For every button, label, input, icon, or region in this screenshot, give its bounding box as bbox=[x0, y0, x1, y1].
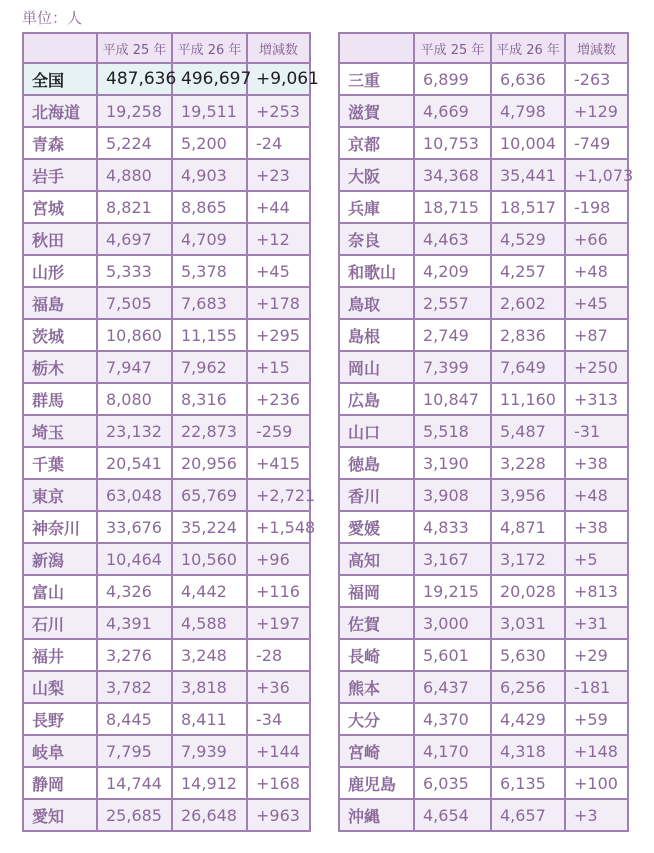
table-row bbox=[339, 799, 628, 831]
value-h25-cell: 4,170 bbox=[414, 735, 491, 767]
prefecture-cell: 岐阜 bbox=[23, 735, 97, 767]
diff-cell: +66 bbox=[565, 223, 628, 255]
header-diff: 増減数 bbox=[247, 33, 310, 63]
diff-cell: -31 bbox=[565, 415, 628, 447]
prefecture-cell: 北海道 bbox=[23, 95, 97, 127]
diff-cell: +38 bbox=[565, 511, 628, 543]
diff-cell: -24 bbox=[247, 127, 310, 159]
table-row bbox=[23, 415, 310, 447]
prefecture-cell: 愛媛 bbox=[339, 511, 414, 543]
diff-cell: -198 bbox=[565, 191, 628, 223]
prefecture-cell: 宮城 bbox=[23, 191, 97, 223]
value-h25-cell: 8,445 bbox=[97, 703, 172, 735]
value-h26-cell: 6,636 bbox=[491, 63, 565, 95]
value-h26-cell: 7,962 bbox=[172, 351, 247, 383]
prefecture-cell: 千葉 bbox=[23, 447, 97, 479]
diff-cell: +9,061 bbox=[247, 63, 310, 95]
prefecture-cell: 島根 bbox=[339, 319, 414, 351]
table-row bbox=[23, 799, 310, 831]
diff-cell: +129 bbox=[565, 95, 628, 127]
value-h26-cell: 11,160 bbox=[491, 383, 565, 415]
value-h26-cell: 4,318 bbox=[491, 735, 565, 767]
header-row bbox=[23, 33, 310, 63]
value-h26-cell: 20,028 bbox=[491, 575, 565, 607]
value-h26-cell: 3,031 bbox=[491, 607, 565, 639]
prefecture-cell: 東京 bbox=[23, 479, 97, 511]
diff-cell: +29 bbox=[565, 639, 628, 671]
diff-cell: -749 bbox=[565, 127, 628, 159]
unit-label: 単位：人 bbox=[22, 9, 83, 27]
prefecture-cell: 広島 bbox=[339, 383, 414, 415]
diff-cell: +44 bbox=[247, 191, 310, 223]
table-row bbox=[339, 447, 628, 479]
value-h25-cell: 4,833 bbox=[414, 511, 491, 543]
diff-cell: +38 bbox=[565, 447, 628, 479]
value-h25-cell: 10,847 bbox=[414, 383, 491, 415]
table-row bbox=[23, 191, 310, 223]
prefecture-cell: 富山 bbox=[23, 575, 97, 607]
prefecture-cell: 熊本 bbox=[339, 671, 414, 703]
header-h25: 平成 25 年 bbox=[97, 33, 172, 63]
table-row bbox=[23, 735, 310, 767]
prefecture-cell: 宮崎 bbox=[339, 735, 414, 767]
prefecture-cell: 全国 bbox=[23, 63, 97, 95]
value-h25-cell: 4,391 bbox=[97, 607, 172, 639]
table-row bbox=[339, 767, 628, 799]
prefecture-cell: 山口 bbox=[339, 415, 414, 447]
value-h26-cell: 65,769 bbox=[172, 479, 247, 511]
table-row bbox=[23, 639, 310, 671]
prefecture-cell: 栃木 bbox=[23, 351, 97, 383]
header-prefecture bbox=[23, 33, 97, 63]
value-h25-cell: 6,437 bbox=[414, 671, 491, 703]
table-row bbox=[339, 223, 628, 255]
table-row bbox=[23, 63, 310, 95]
diff-cell: +59 bbox=[565, 703, 628, 735]
table-row bbox=[339, 703, 628, 735]
table-row bbox=[339, 191, 628, 223]
value-h25-cell: 7,399 bbox=[414, 351, 491, 383]
value-h25-cell: 7,947 bbox=[97, 351, 172, 383]
value-h25-cell: 5,518 bbox=[414, 415, 491, 447]
value-h25-cell: 2,557 bbox=[414, 287, 491, 319]
table-row bbox=[339, 63, 628, 95]
diff-cell: +48 bbox=[565, 479, 628, 511]
value-h26-cell: 5,630 bbox=[491, 639, 565, 671]
value-h25-cell: 4,697 bbox=[97, 223, 172, 255]
prefecture-cell: 岡山 bbox=[339, 351, 414, 383]
value-h25-cell: 3,782 bbox=[97, 671, 172, 703]
value-h26-cell: 4,588 bbox=[172, 607, 247, 639]
diff-cell: -259 bbox=[247, 415, 310, 447]
value-h25-cell: 6,035 bbox=[414, 767, 491, 799]
diff-cell: -181 bbox=[565, 671, 628, 703]
value-h26-cell: 6,256 bbox=[491, 671, 565, 703]
value-h25-cell: 4,880 bbox=[97, 159, 172, 191]
value-h25-cell: 33,676 bbox=[97, 511, 172, 543]
table-row bbox=[339, 735, 628, 767]
prefecture-cell: 新潟 bbox=[23, 543, 97, 575]
value-h26-cell: 22,873 bbox=[172, 415, 247, 447]
table-row bbox=[23, 447, 310, 479]
header-h25: 平成 25 年 bbox=[414, 33, 491, 63]
value-h26-cell: 8,865 bbox=[172, 191, 247, 223]
value-h25-cell: 4,669 bbox=[414, 95, 491, 127]
prefecture-cell: 兵庫 bbox=[339, 191, 414, 223]
table-row bbox=[23, 703, 310, 735]
value-h26-cell: 4,257 bbox=[491, 255, 565, 287]
value-h26-cell: 4,429 bbox=[491, 703, 565, 735]
value-h26-cell: 3,248 bbox=[172, 639, 247, 671]
table-row bbox=[339, 671, 628, 703]
value-h25-cell: 4,370 bbox=[414, 703, 491, 735]
value-h25-cell: 4,654 bbox=[414, 799, 491, 831]
diff-cell: +116 bbox=[247, 575, 310, 607]
prefecture-cell: 京都 bbox=[339, 127, 414, 159]
prefecture-cell: 茨城 bbox=[23, 319, 97, 351]
prefecture-cell: 長崎 bbox=[339, 639, 414, 671]
diff-cell: -34 bbox=[247, 703, 310, 735]
prefecture-cell: 山梨 bbox=[23, 671, 97, 703]
header-diff: 増減数 bbox=[565, 33, 628, 63]
diff-cell: +48 bbox=[565, 255, 628, 287]
value-h26-cell: 18,517 bbox=[491, 191, 565, 223]
prefecture-cell: 長野 bbox=[23, 703, 97, 735]
value-h25-cell: 3,276 bbox=[97, 639, 172, 671]
table-row bbox=[23, 511, 310, 543]
prefecture-cell: 岩手 bbox=[23, 159, 97, 191]
prefecture-cell: 佐賀 bbox=[339, 607, 414, 639]
value-h26-cell: 26,648 bbox=[172, 799, 247, 831]
value-h26-cell: 2,836 bbox=[491, 319, 565, 351]
diff-cell: +813 bbox=[565, 575, 628, 607]
value-h25-cell: 3,167 bbox=[414, 543, 491, 575]
value-h26-cell: 7,649 bbox=[491, 351, 565, 383]
value-h25-cell: 3,190 bbox=[414, 447, 491, 479]
value-h25-cell: 10,753 bbox=[414, 127, 491, 159]
header-h26: 平成 26 年 bbox=[172, 33, 247, 63]
table-row bbox=[23, 159, 310, 191]
table-row bbox=[339, 95, 628, 127]
prefecture-cell: 滋賀 bbox=[339, 95, 414, 127]
diff-cell: +197 bbox=[247, 607, 310, 639]
table-row bbox=[339, 351, 628, 383]
table-row bbox=[339, 543, 628, 575]
prefecture-cell: 神奈川 bbox=[23, 511, 97, 543]
diff-cell: +3 bbox=[565, 799, 628, 831]
diff-cell: +100 bbox=[565, 767, 628, 799]
value-h25-cell: 34,368 bbox=[414, 159, 491, 191]
table-row bbox=[23, 223, 310, 255]
value-h26-cell: 7,683 bbox=[172, 287, 247, 319]
table-row bbox=[339, 127, 628, 159]
table-row bbox=[339, 159, 628, 191]
diff-cell: +415 bbox=[247, 447, 310, 479]
value-h25-cell: 7,795 bbox=[97, 735, 172, 767]
diff-cell: +253 bbox=[247, 95, 310, 127]
value-h25-cell: 19,215 bbox=[414, 575, 491, 607]
value-h26-cell: 35,441 bbox=[491, 159, 565, 191]
value-h26-cell: 4,871 bbox=[491, 511, 565, 543]
value-h26-cell: 20,956 bbox=[172, 447, 247, 479]
value-h26-cell: 6,135 bbox=[491, 767, 565, 799]
table-row bbox=[23, 383, 310, 415]
diff-cell: +36 bbox=[247, 671, 310, 703]
value-h25-cell: 8,821 bbox=[97, 191, 172, 223]
prefecture-cell: 徳島 bbox=[339, 447, 414, 479]
header-row bbox=[339, 33, 628, 63]
value-h26-cell: 3,228 bbox=[491, 447, 565, 479]
diff-cell: +15 bbox=[247, 351, 310, 383]
value-h25-cell: 4,326 bbox=[97, 575, 172, 607]
diff-cell: +2,721 bbox=[247, 479, 310, 511]
prefecture-cell: 秋田 bbox=[23, 223, 97, 255]
prefecture-cell: 静岡 bbox=[23, 767, 97, 799]
table-row bbox=[339, 639, 628, 671]
table-row bbox=[23, 255, 310, 287]
prefecture-cell: 鳥取 bbox=[339, 287, 414, 319]
value-h25-cell: 10,464 bbox=[97, 543, 172, 575]
diff-cell: +313 bbox=[565, 383, 628, 415]
value-h25-cell: 3,908 bbox=[414, 479, 491, 511]
value-h25-cell: 5,224 bbox=[97, 127, 172, 159]
diff-cell: +12 bbox=[247, 223, 310, 255]
header-prefecture bbox=[339, 33, 414, 63]
table-row bbox=[23, 287, 310, 319]
value-h25-cell: 8,080 bbox=[97, 383, 172, 415]
table-row bbox=[339, 319, 628, 351]
value-h26-cell: 8,316 bbox=[172, 383, 247, 415]
table-row bbox=[339, 287, 628, 319]
value-h26-cell: 4,657 bbox=[491, 799, 565, 831]
prefecture-table-right bbox=[338, 32, 634, 832]
value-h26-cell: 3,172 bbox=[491, 543, 565, 575]
prefecture-table-left bbox=[22, 32, 319, 832]
value-h26-cell: 8,411 bbox=[172, 703, 247, 735]
value-h25-cell: 25,685 bbox=[97, 799, 172, 831]
prefecture-cell: 奈良 bbox=[339, 223, 414, 255]
value-h25-cell: 4,463 bbox=[414, 223, 491, 255]
prefecture-cell: 愛知 bbox=[23, 799, 97, 831]
diff-cell: +5 bbox=[565, 543, 628, 575]
diff-cell: +45 bbox=[565, 287, 628, 319]
value-h25-cell: 14,744 bbox=[97, 767, 172, 799]
value-h25-cell: 3,000 bbox=[414, 607, 491, 639]
table-row bbox=[23, 319, 310, 351]
table-row bbox=[339, 479, 628, 511]
table-row bbox=[339, 511, 628, 543]
table-row bbox=[339, 383, 628, 415]
value-h26-cell: 10,004 bbox=[491, 127, 565, 159]
prefecture-cell: 三重 bbox=[339, 63, 414, 95]
value-h26-cell: 4,529 bbox=[491, 223, 565, 255]
value-h26-cell: 14,912 bbox=[172, 767, 247, 799]
prefecture-cell: 和歌山 bbox=[339, 255, 414, 287]
prefecture-cell: 鹿児島 bbox=[339, 767, 414, 799]
value-h26-cell: 5,200 bbox=[172, 127, 247, 159]
table-row bbox=[23, 671, 310, 703]
diff-cell: +168 bbox=[247, 767, 310, 799]
value-h26-cell: 3,956 bbox=[491, 479, 565, 511]
prefecture-cell: 石川 bbox=[23, 607, 97, 639]
table-row bbox=[23, 607, 310, 639]
prefecture-cell: 高知 bbox=[339, 543, 414, 575]
value-h25-cell: 2,749 bbox=[414, 319, 491, 351]
value-h25-cell: 18,715 bbox=[414, 191, 491, 223]
value-h25-cell: 4,209 bbox=[414, 255, 491, 287]
prefecture-cell: 福井 bbox=[23, 639, 97, 671]
table-row bbox=[23, 127, 310, 159]
diff-cell: +236 bbox=[247, 383, 310, 415]
value-h25-cell: 6,899 bbox=[414, 63, 491, 95]
table-row bbox=[339, 607, 628, 639]
diff-cell: +96 bbox=[247, 543, 310, 575]
prefecture-cell: 香川 bbox=[339, 479, 414, 511]
value-h26-cell: 4,442 bbox=[172, 575, 247, 607]
table-row bbox=[23, 479, 310, 511]
value-h25-cell: 63,048 bbox=[97, 479, 172, 511]
prefecture-cell: 福岡 bbox=[339, 575, 414, 607]
prefecture-cell: 大阪 bbox=[339, 159, 414, 191]
diff-cell: +144 bbox=[247, 735, 310, 767]
value-h26-cell: 4,798 bbox=[491, 95, 565, 127]
value-h25-cell: 20,541 bbox=[97, 447, 172, 479]
value-h26-cell: 11,155 bbox=[172, 319, 247, 351]
diff-cell: +1,548 bbox=[247, 511, 310, 543]
diff-cell: +23 bbox=[247, 159, 310, 191]
value-h25-cell: 487,636 bbox=[97, 63, 172, 95]
diff-cell: +1,073 bbox=[565, 159, 628, 191]
table-row bbox=[23, 543, 310, 575]
table-row bbox=[339, 575, 628, 607]
value-h25-cell: 5,601 bbox=[414, 639, 491, 671]
diff-cell: +87 bbox=[565, 319, 628, 351]
value-h25-cell: 19,258 bbox=[97, 95, 172, 127]
value-h25-cell: 10,860 bbox=[97, 319, 172, 351]
value-h26-cell: 10,560 bbox=[172, 543, 247, 575]
value-h26-cell: 4,903 bbox=[172, 159, 247, 191]
value-h25-cell: 7,505 bbox=[97, 287, 172, 319]
table-row bbox=[23, 767, 310, 799]
value-h26-cell: 4,709 bbox=[172, 223, 247, 255]
diff-cell: +31 bbox=[565, 607, 628, 639]
value-h25-cell: 5,333 bbox=[97, 255, 172, 287]
table-row bbox=[339, 255, 628, 287]
table-row bbox=[23, 95, 310, 127]
value-h26-cell: 3,818 bbox=[172, 671, 247, 703]
value-h26-cell: 496,697 bbox=[172, 63, 247, 95]
value-h26-cell: 5,378 bbox=[172, 255, 247, 287]
diff-cell: +295 bbox=[247, 319, 310, 351]
value-h26-cell: 2,602 bbox=[491, 287, 565, 319]
diff-cell: -28 bbox=[247, 639, 310, 671]
diff-cell: +148 bbox=[565, 735, 628, 767]
diff-cell: +963 bbox=[247, 799, 310, 831]
prefecture-cell: 沖縄 bbox=[339, 799, 414, 831]
table-row bbox=[339, 415, 628, 447]
diff-cell: +178 bbox=[247, 287, 310, 319]
table-row bbox=[23, 351, 310, 383]
diff-cell: +45 bbox=[247, 255, 310, 287]
prefecture-cell: 群馬 bbox=[23, 383, 97, 415]
prefecture-cell: 青森 bbox=[23, 127, 97, 159]
value-h26-cell: 35,224 bbox=[172, 511, 247, 543]
value-h26-cell: 5,487 bbox=[491, 415, 565, 447]
value-h26-cell: 7,939 bbox=[172, 735, 247, 767]
value-h26-cell: 19,511 bbox=[172, 95, 247, 127]
value-h25-cell: 23,132 bbox=[97, 415, 172, 447]
header-h26: 平成 26 年 bbox=[491, 33, 565, 63]
prefecture-cell: 山形 bbox=[23, 255, 97, 287]
prefecture-cell: 大分 bbox=[339, 703, 414, 735]
prefecture-cell: 福島 bbox=[23, 287, 97, 319]
prefecture-cell: 埼玉 bbox=[23, 415, 97, 447]
diff-cell: +250 bbox=[565, 351, 628, 383]
diff-cell: -263 bbox=[565, 63, 628, 95]
table-row bbox=[23, 575, 310, 607]
